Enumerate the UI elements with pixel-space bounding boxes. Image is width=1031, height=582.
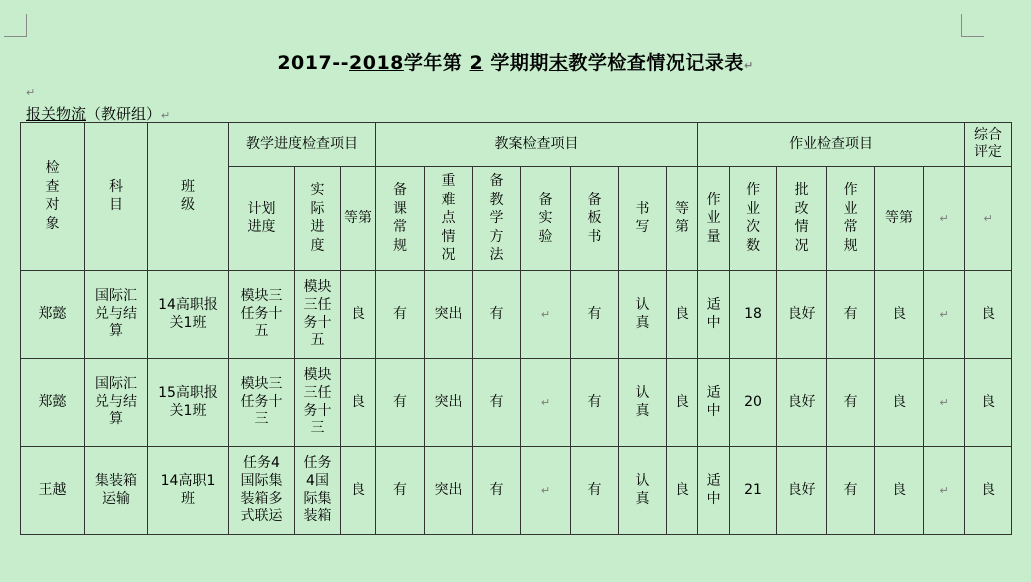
cell-class: 14高职报关1班 (148, 271, 229, 359)
cell-key-points: 突出 (425, 271, 473, 359)
cell-key-points: 突出 (425, 359, 473, 447)
header-group-plan: 教案检查项目 (376, 123, 698, 167)
header-experiment: 备实验 (521, 167, 571, 271)
cell-prep-routine: 有 (376, 447, 425, 535)
cell-overall: 良 (965, 447, 1012, 535)
cell-homework-count: 18 (730, 271, 777, 359)
cell-marking: 良好 (777, 359, 827, 447)
margin-corner-top-left (4, 14, 27, 37)
header-prep-routine: 备课常规 (376, 167, 425, 271)
cell-homework-count: 20 (730, 359, 777, 447)
header-overall-sub: ↵ (965, 167, 1012, 271)
header-plan-grade: 等第 (667, 167, 698, 271)
cell-marking: 良好 (777, 447, 827, 535)
cell-homework-routine: 有 (827, 271, 875, 359)
cell-homework-amount: 适中 (698, 359, 730, 447)
cell-actual-progress: 模块三任务十三 (295, 359, 341, 447)
header-actual-progress: 实际进度 (295, 167, 341, 271)
cell-homework-grade: 良 (875, 359, 924, 447)
cell-homework-amount: 适中 (698, 271, 730, 359)
header-board-plan: 备板书 (571, 167, 619, 271)
header-marking: 批改情况 (777, 167, 827, 271)
cell-subject: 国际汇兑与结算 (85, 271, 148, 359)
header-homework-routine: 作业常规 (827, 167, 875, 271)
cell-homework-routine: 有 (827, 447, 875, 535)
cell-marking: 良好 (777, 271, 827, 359)
cell-plan-progress: 任务4国际集装箱多式联运 (229, 447, 295, 535)
cell-experiment: ↵ (521, 271, 571, 359)
cell-object: 王越 (21, 447, 85, 535)
header-plan-progress: 计划进度 (229, 167, 295, 271)
paragraph-mark: ↵ (26, 86, 36, 99)
cell-key-points: 突出 (425, 447, 473, 535)
header-homework-grade: 等第 (875, 167, 924, 271)
header-homework-count: 作业次数 (730, 167, 777, 271)
cell-writing: 认真 (619, 447, 667, 535)
header-subject: 科目 (85, 123, 148, 271)
cell-experiment: ↵ (521, 447, 571, 535)
header-progress-grade: 等第 (341, 167, 376, 271)
cell-progress-grade: 良 (341, 447, 376, 535)
cell-prep-routine: 有 (376, 271, 425, 359)
header-group-progress: 教学进度检查项目 (229, 123, 376, 167)
cell-prep-routine: 有 (376, 359, 425, 447)
cell-blank: ↵ (924, 359, 965, 447)
cell-subject: 集装箱运输 (85, 447, 148, 535)
cell-homework-routine: 有 (827, 359, 875, 447)
cell-board-plan: 有 (571, 447, 619, 535)
cell-overall: 良 (965, 359, 1012, 447)
cell-actual-progress: 模块三任务十五 (295, 271, 341, 359)
cell-object: 郑懿 (21, 359, 85, 447)
cell-class: 15高职报关1班 (148, 359, 229, 447)
cell-object: 郑懿 (21, 271, 85, 359)
cell-board-plan: 有 (571, 271, 619, 359)
inspection-table (20, 122, 1012, 535)
cell-subject: 国际汇兑与结算 (85, 359, 148, 447)
margin-corner-top-right (961, 14, 984, 37)
header-teaching-method: 备教学方法 (473, 167, 521, 271)
table-row (21, 447, 1012, 535)
cell-homework-grade: 良 (875, 271, 924, 359)
cell-teaching-method: 有 (473, 447, 521, 535)
cell-teaching-method: 有 (473, 359, 521, 447)
header-blank: ↵ (924, 167, 965, 271)
header-overall: 综合评定 (965, 123, 1012, 167)
cell-class: 14高职1班 (148, 447, 229, 535)
header-key-points: 重难点情况 (425, 167, 473, 271)
department-line: 报关物流（教研组）↵ (26, 105, 171, 123)
cell-teaching-method: 有 (473, 271, 521, 359)
cell-board-plan: 有 (571, 359, 619, 447)
header-writing: 书写 (619, 167, 667, 271)
cell-plan-grade: 良 (667, 271, 698, 359)
table-row (21, 359, 1012, 447)
cell-homework-amount: 适中 (698, 447, 730, 535)
cell-plan-grade: 良 (667, 359, 698, 447)
cell-blank: ↵ (924, 447, 965, 535)
cell-progress-grade: 良 (341, 271, 376, 359)
header-object: 检查对象 (21, 123, 85, 271)
cell-progress-grade: 良 (341, 359, 376, 447)
cell-writing: 认真 (619, 271, 667, 359)
document-title: 2017--2018学年第 2 学期期末教学检查情况记录表↵ (277, 52, 754, 74)
cell-homework-count: 21 (730, 447, 777, 535)
table-row (21, 271, 1012, 359)
cell-experiment: ↵ (521, 359, 571, 447)
cell-writing: 认真 (619, 359, 667, 447)
cell-plan-grade: 良 (667, 447, 698, 535)
header-homework-amount: 作业量 (698, 167, 730, 271)
cell-plan-progress: 模块三任务十五 (229, 271, 295, 359)
cell-actual-progress: 任务4国际集装箱 (295, 447, 341, 535)
header-class: 班级 (148, 123, 229, 271)
cell-homework-grade: 良 (875, 447, 924, 535)
cell-overall: 良 (965, 271, 1012, 359)
header-group-homework: 作业检查项目 (698, 123, 965, 167)
cell-blank: ↵ (924, 271, 965, 359)
cell-plan-progress: 模块三任务十三 (229, 359, 295, 447)
